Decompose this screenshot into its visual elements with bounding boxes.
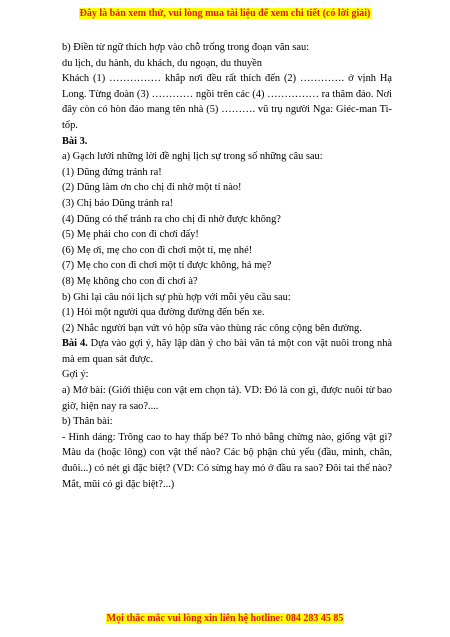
sentence-item: (3) Chị bảo Dũng tránh ra!	[62, 197, 174, 209]
sentence-item: (6) Mẹ ơi, mẹ cho con đi chơi một tí, mẹ nhé!	[62, 244, 253, 256]
sentence-item: (1) Dũng đứng tránh ra!	[62, 166, 162, 178]
bai-4-heading: Bài 4.	[62, 338, 88, 350]
sentence-item: (7) Mẹ cho con đi chơi một tí được không, hả mẹ?	[62, 260, 272, 272]
sentence-item: (5) Mẹ phải cho con đi chơi đấy!	[62, 229, 199, 241]
request-item: (2) Nhắc người bạn vứt vỏ hộp sữa vào thùng rác công cộng bên đường.	[62, 322, 362, 334]
appearance-hint: - Hình dáng: Trông cao to hay thấp bé? To nhỏ bằng chừng nào, giống vật gì? Màu da (hoặc lông) con vật thế nào? Các bộ phận chủ yếu (đầu, mình, chân, đuôi...) có nét gì đặc biệt? (VD: Có sừng hay mỏ ở đầu ra sao? Đôi tai thế nào? Mắt, mũi có gì đặc biệt?...)	[62, 431, 392, 490]
sentence-item: (4) Dũng có thể tránh ra cho chị đi nhờ được không?	[62, 213, 281, 225]
exercise-2b-instruction: b) Điền từ ngữ thích hợp vào chỗ trống trong đoạn văn sau:	[62, 42, 310, 53]
bai-3-heading: Bài 3.	[62, 135, 88, 147]
hint-label: Gợi ý:	[62, 369, 89, 381]
preview-notice-banner	[0, 8, 450, 19]
document-body	[62, 40, 392, 492]
hotline-banner	[0, 613, 450, 624]
bai-4-paragraph	[62, 336, 392, 367]
intro-hint: a) Mở bài: (Giới thiệu con vật em chọn tả). VD: Đó là con gì, được nuôi từ bao giờ, hiện nay ra sao?....	[62, 385, 392, 412]
preview-notice-text: Đây là bản xem thử, vui lòng mua tài liệu để xem chi tiết (có lời giải)	[79, 8, 371, 19]
exercise-3a-instruction: a) Gạch lưới những lời đề nghị lịch sự trong số những câu sau:	[62, 151, 323, 163]
fill-in-paragraph: Khách (1) …………… khắp nơi đều rất thích đến (2) …………. ở vịnh Hạ Long. Từng đoàn (3) ………… ngồi trên các (4) …………… ra thăm đảo. Nơi đây còn có hòn đảo mang tên nhà (5) ………. vũ trụ người Nga: Giéc-man Ti-tốp.	[62, 73, 392, 131]
body-heading: b) Thân bài:	[62, 416, 113, 428]
bai-4-text: Dựa vào gợi ý, hãy lập dàn ý cho bài văn tả một con vật nuôi trong nhà mà em quan sát được.	[62, 338, 392, 365]
hotline-text: Mọi thắc mắc vui lòng xin liên hệ hotline: 084 283 45 85	[106, 613, 344, 624]
word-bank: du lịch, du hành, du khách, du ngoạn, du thuyền	[62, 57, 262, 69]
sentence-item: (2) Dũng làm ơn cho chị đi nhờ một tí nào!	[62, 182, 242, 194]
request-item: (1) Hỏi một người qua đường đường đến bến xe.	[62, 307, 265, 319]
exercise-3b-instruction: b) Ghi lại câu nói lịch sự phù hợp với mỗi yêu cầu sau:	[62, 291, 291, 303]
sentence-item: (8) Mẹ không cho con đi chơi à?	[62, 275, 198, 287]
